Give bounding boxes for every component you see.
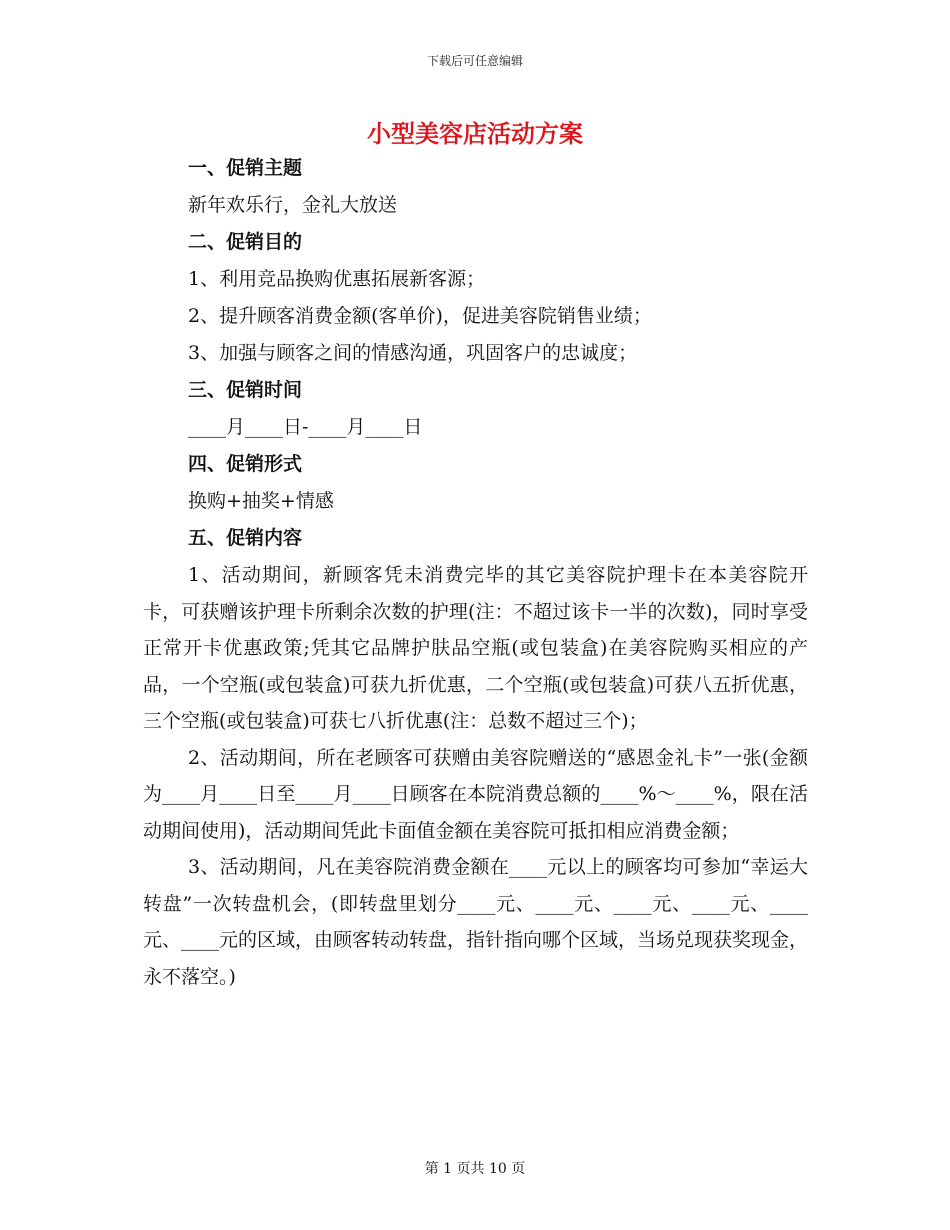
header-note: 下载后可任意编辑 bbox=[426, 54, 523, 68]
content-paragraph-2: 2、活动期间，所在老顾客可获赠由美容院赠送的“感恩金礼卡”一张(金额为____月____日至____月____日顾客在本院消费总额的____%～____%，限在活动期间使用)，活动期间凭此卡面值金额在美容院可抵扣相应消费金额； bbox=[143, 746, 808, 842]
section-heading-theme: 一、促销主题 bbox=[188, 157, 303, 179]
time-line: ____月____日-____月____日 bbox=[188, 416, 423, 438]
section-heading-time: 三、促销时间 bbox=[188, 379, 303, 401]
purpose-line-3: 3、加强与顾客之间的情感沟通，巩固客户的忠诚度； bbox=[188, 342, 638, 364]
section-heading-content: 五、促销内容 bbox=[188, 527, 303, 549]
purpose-line-2: 2、提升顾客消费金额(客单价)，促进美容院销售业绩； bbox=[188, 305, 652, 327]
format-line: 换购+抽奖+情感 bbox=[188, 490, 334, 512]
section-heading-purpose: 二、促销目的 bbox=[188, 231, 303, 253]
document-title: 小型美容店活动方案 bbox=[367, 119, 583, 148]
purpose-line-1: 1、利用竞品换购优惠拓展新客源； bbox=[188, 268, 486, 290]
theme-line: 新年欢乐行，金礼大放送 bbox=[188, 194, 398, 216]
section-heading-format: 四、促销形式 bbox=[188, 453, 303, 475]
document-body bbox=[143, 150, 808, 995]
content-paragraph-3: 3、活动期间，凡在美容院消费金额在____元以上的顾客均可参加“幸运大转盘”一次转盘机会，(即转盘里划分____元、____元、____元、____元、____元、____元的区域，由顾客转动转盘，指针指向哪个区域，当场兑现获奖现金，永不落空。) bbox=[143, 856, 809, 988]
page-footer: 第 1 页共 10 页 bbox=[424, 1161, 526, 1177]
content-paragraph-1: 1、活动期间，新顾客凭未消费完毕的其它美容院护理卡在本美容院开卡，可获赠该护理卡所剩余次数的护理(注：不超过该卡一半的次数)，同时享受正常开卡优惠政策;凭其它品牌护肤品空瓶(或包装盒)在美容院购买相应的产品，一个空瓶(或包装盒)可获九折优惠，二个空瓶(或包装盒)可获八五折优惠，三个空瓶(或包装盒)可获七八折优惠(注：总数不超过三个)； bbox=[143, 564, 808, 732]
